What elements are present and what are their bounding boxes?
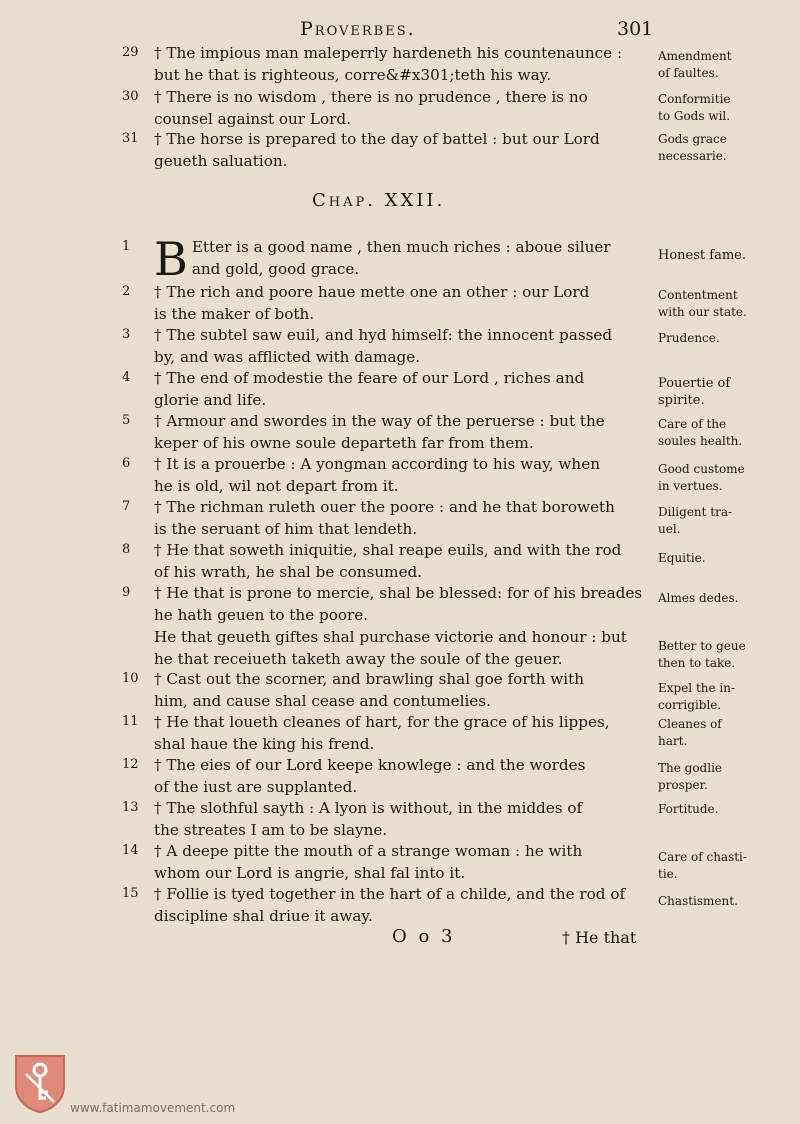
verse-line: by, and was afflicted with damage. — [154, 348, 421, 366]
margin-note — [658, 461, 796, 495]
verse-13 — [122, 797, 652, 841]
margin-note — [658, 893, 796, 910]
margin-note — [658, 550, 796, 567]
margin-note — [658, 287, 796, 321]
verse-number: 5 — [122, 413, 131, 428]
verse-4 — [122, 367, 652, 411]
verse-line: † It is a prouerbe : A yongman according to his way, when — [154, 455, 600, 473]
verse-number: 4 — [122, 370, 131, 385]
verse-9 — [122, 582, 652, 670]
note-line: in vertues. — [658, 479, 723, 493]
note-line: Almes dedes. — [658, 591, 739, 605]
verse-number: 11 — [122, 714, 139, 729]
note-line: to Gods wil. — [658, 109, 731, 123]
verse-line: shal haue the king his frend. — [154, 735, 375, 753]
margin-note — [658, 375, 796, 409]
note-line: Conformitie — [658, 92, 731, 106]
note-line: Contentment — [658, 288, 738, 302]
verse-number: 8 — [122, 542, 131, 557]
verse-2 — [122, 281, 652, 325]
margin-note — [658, 330, 796, 347]
verse-line: he is old, wil not depart from it. — [154, 477, 399, 495]
verse-line: † He that is prone to mercie, shal be blessed: for of his breades — [154, 584, 643, 602]
note-line: with our state. — [658, 305, 747, 319]
verse-line: is the maker of both. — [154, 305, 315, 323]
verse-line: † Cast out the scorner, and brawling shal goe forth with — [154, 670, 585, 688]
note-line: Better to geue — [658, 639, 746, 653]
verse-number: 6 — [122, 456, 131, 471]
margin-note — [658, 504, 796, 538]
verse-line: keper of his owne soule departeth far from them. — [154, 434, 534, 452]
verse-line: of the iust are supplanted. — [154, 778, 358, 796]
verse-line: Etter is a good name , then much riches : aboue siluer — [191, 238, 611, 256]
note-line: Fortitude. — [658, 802, 719, 816]
verse-number: 29 — [122, 45, 139, 60]
verse-number: 12 — [122, 757, 139, 772]
verse-12 — [122, 754, 652, 798]
verse-line: † Follie is tyed together in the hart of a childe, and the rod of — [154, 885, 626, 903]
running-title: Proverbes. — [300, 18, 416, 40]
verse-line: † The rich and poore haue mette one an other : our Lord — [154, 283, 590, 301]
verse-line: counsel against our Lord. — [154, 110, 351, 128]
note-line: Prudence. — [658, 331, 720, 345]
note-line: soules health. — [658, 434, 743, 448]
verse-31 — [122, 128, 652, 172]
verse-29 — [122, 42, 652, 86]
verse-line: whom our Lord is angrie, shal fal into it. — [154, 864, 466, 882]
verse-line: and gold, good grace. — [191, 260, 360, 278]
chapter-heading: Chap. XXII. — [312, 190, 446, 211]
verse-number: 7 — [122, 499, 131, 514]
note-line: Chastisment. — [658, 894, 738, 908]
margin-note — [658, 590, 796, 607]
verse-line: he that receiueth taketh away the soule of the geuer. — [154, 650, 563, 668]
verse-number: 10 — [122, 671, 139, 686]
verse-8 — [122, 539, 652, 583]
margin-note — [658, 680, 796, 714]
verse-line: † Armour and swordes in the way of the peruerse : but the — [154, 412, 605, 430]
verse-15 — [122, 883, 652, 927]
note-line: tie. — [658, 867, 678, 881]
margin-note — [658, 849, 796, 883]
note-line: Pouertie of — [658, 376, 731, 391]
verse-line: he hath geuen to the poore. — [154, 606, 369, 624]
verse-line: † The subtel saw euil, and hyd himself: the innocent passed — [154, 326, 613, 344]
verse-number: 14 — [122, 843, 139, 858]
verse-number: 9 — [122, 585, 131, 600]
verse-line: † The eies of our Lord keepe knowlege : and the wordes — [154, 756, 586, 774]
verse-line: glorie and life. — [154, 391, 267, 409]
note-line: Care of chasti- — [658, 850, 747, 864]
verse-6 — [122, 453, 652, 497]
verse-line: † He that soweth iniquitie, shal reape euils, and with the rod — [154, 541, 622, 559]
verse-line: † He that loueth cleanes of hart, for the grace of his lippes, — [154, 713, 610, 731]
verse-number: 15 — [122, 886, 139, 901]
margin-note — [658, 131, 796, 165]
verse-line: † The horse is prepared to the day of battel : but our Lord — [154, 130, 600, 148]
verse-number: 31 — [122, 131, 139, 146]
note-line: prosper. — [658, 778, 708, 792]
verse-line: of his wrath, he shal be consumed. — [154, 563, 423, 581]
verse-11 — [122, 711, 652, 755]
margin-note — [658, 760, 796, 794]
verse-30 — [122, 86, 652, 130]
papal-keys-logo-icon[interactable] — [12, 1052, 68, 1114]
drop-cap: B — [154, 232, 188, 286]
verse-line: but he that is righteous, corre&#x301;teth his way. — [154, 66, 552, 84]
website-link[interactable]: www.fatimamovement.com — [70, 1101, 236, 1115]
catchword: † He that — [562, 928, 637, 947]
margin-note — [658, 91, 796, 125]
note-line: Expel the in- — [658, 681, 736, 695]
verse-line: him, and cause shal cease and contumelies. — [154, 692, 491, 710]
verse-3 — [122, 324, 652, 368]
margin-note — [658, 48, 796, 82]
verse-number: 2 — [122, 284, 131, 299]
note-line: Care of the — [658, 417, 727, 431]
verse-number: 1 — [122, 239, 131, 254]
note-line: uel. — [658, 522, 681, 536]
verse-line: discipline shal driue it away. — [154, 907, 373, 925]
verse-line: † The impious man maleperrly hardeneth his countenaunce : — [154, 44, 623, 62]
note-line: Honest fame. — [658, 248, 746, 263]
note-line: then to take. — [658, 656, 736, 670]
note-line: Cleanes of — [658, 717, 722, 731]
verse-5 — [122, 410, 652, 454]
margin-note — [658, 638, 796, 672]
note-line: Gods grace — [658, 132, 727, 146]
note-line: necessarie. — [658, 149, 727, 163]
verse-1 — [122, 232, 652, 286]
note-line: Good custome — [658, 462, 745, 476]
verse-line: is the seruant of him that lendeth. — [154, 520, 418, 538]
note-line: of faultes. — [658, 66, 719, 80]
note-line: Amendment — [658, 49, 732, 63]
verse-line: † The end of modestie the feare of our Lord , riches and — [154, 369, 585, 387]
verse-line: He that geueth giftes shal purchase victorie and honour : but — [154, 628, 627, 646]
verse-line: geueth saluation. — [154, 152, 288, 170]
verse-number: 13 — [122, 800, 139, 815]
margin-note — [658, 247, 796, 264]
verse-line: † There is no wisdom , there is no prudence , there is no — [154, 88, 588, 106]
verse-10 — [122, 668, 652, 712]
verse-line: † A deepe pitte the mouth of a strange woman : he with — [154, 842, 583, 860]
verse-7 — [122, 496, 652, 540]
note-line: spirite. — [658, 393, 705, 408]
note-line: corrigible. — [658, 698, 722, 712]
page-number: 301 — [617, 18, 654, 40]
verse-number: 3 — [122, 327, 131, 342]
note-line: Equitie. — [658, 551, 706, 565]
verse-number: 30 — [122, 89, 139, 104]
margin-note — [658, 416, 796, 450]
note-line: The godlie — [658, 761, 723, 775]
signature-mark: O o 3 — [392, 926, 456, 947]
verse-line: † The richman ruleth ouer the poore : and he that boroweth — [154, 498, 615, 516]
verse-14 — [122, 840, 652, 884]
note-line: Diligent tra- — [658, 505, 733, 519]
page-header — [0, 14, 800, 42]
margin-note — [658, 716, 796, 750]
note-line: hart. — [658, 734, 688, 748]
margin-note — [658, 801, 796, 818]
verse-line: the streates I am to be slayne. — [154, 821, 388, 839]
verse-line: † The slothful sayth : A lyon is without, in the middes of — [154, 799, 583, 817]
